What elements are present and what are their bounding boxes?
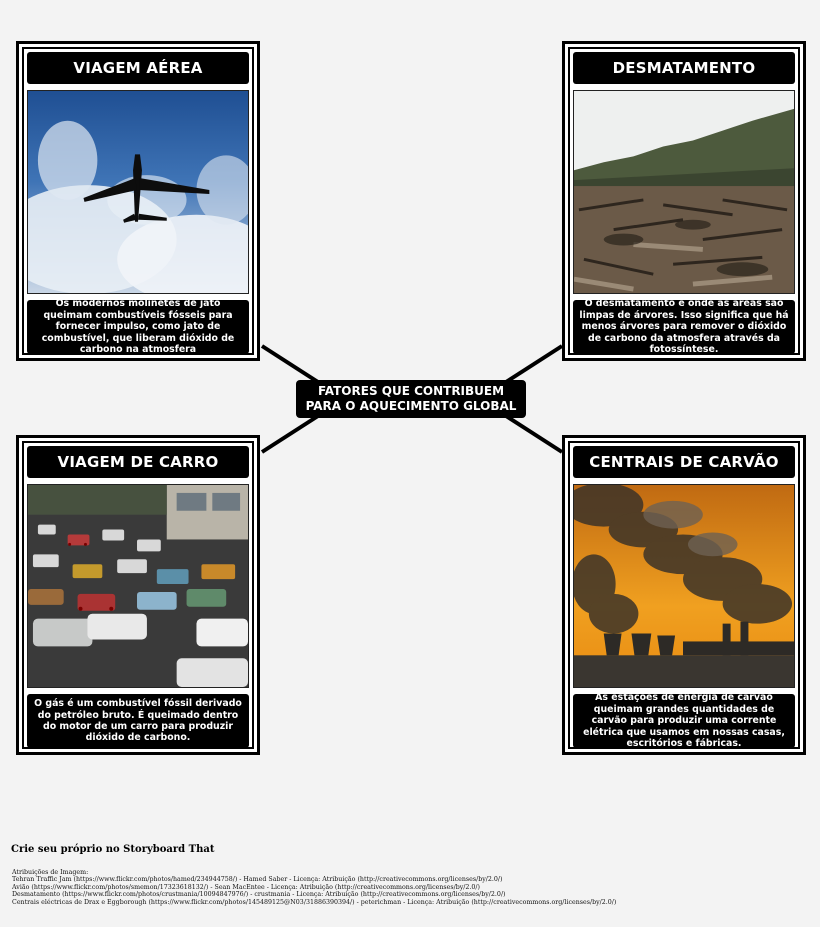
card-deforestation: [562, 41, 806, 361]
central-topic: FATORES QUE CONTRIBUEM PARA O AQUECIMENTO GLOBAL: [296, 380, 526, 418]
card-title: VIAGEM DE CARRO: [27, 446, 249, 478]
attributions-label: Atribuições de Imagem:: [12, 869, 89, 876]
card-coal-plants: [562, 435, 806, 755]
attribution-line: Desmatamento (https://www.flickr.com/photos/crustmania/10094847976/) - crustmania - Licença: Atribuição (http://creativecommons.org/licenses/by/2.0/): [12, 891, 506, 899]
card-air-travel: [16, 41, 260, 361]
attribution-line: Avião (https://www.flickr.com/photos/smemon/17323618132/) - Sean MacEntee - Licença: Atribuição (http://creativecommons.org/licenses/by/2.0/): [12, 883, 480, 891]
card-description: O gás é um combustível fóssil derivado do petróleo bruto. É queimado dentro do motor de um carro para produzir dióxido de carbono.: [27, 694, 249, 748]
deforestation-photo: [573, 90, 795, 294]
card-title: DESMATAMENTO: [573, 52, 795, 84]
card-title: CENTRAIS DE CARVÃO: [573, 446, 795, 478]
attribution-line: Centrais eléctricas de Drax e Eggborough (https://www.flickr.com/photos/145489125@N03/31886390394/) - peterichman - Licença: Atribuição (http://creativecommons.org/licenses/by/2.0/): [12, 898, 617, 906]
card-title: VIAGEM AÉREA: [27, 52, 249, 84]
card-description: Os modernos molinetes de jato queimam combustíveis fósseis para fornecer impulso, como jato de combustível, que liberam dióxido de carbono na atmosfera: [27, 300, 249, 354]
image-attributions: [12, 869, 812, 906]
card-car-travel: [16, 435, 260, 755]
card-description: O desmatamento é onde as áreas são limpas de árvores. Isso significa que há menos árvores para remover o dióxido de carbono da atmosfera através da fotossíntese.: [573, 300, 795, 354]
traffic-jam-photo: [27, 484, 249, 688]
card-description: As estações de energia de carvão queimam grandes quantidades de carvão para produzir uma corrente elétrica que usamos em nossas casas, escritórios e fábricas.: [573, 694, 795, 748]
power-plant-photo: [573, 484, 795, 688]
attribution-line: Tehran Traffic Jam (https://www.flickr.com/photos/hamed/234944758/) - Hamed Saber - Licença: Atribuição (http://creativecommons.org/licenses/by/2.0/): [12, 876, 503, 884]
create-your-own-link[interactable]: Crie seu próprio no Storyboard That: [11, 844, 215, 855]
airplane-photo: [27, 90, 249, 294]
